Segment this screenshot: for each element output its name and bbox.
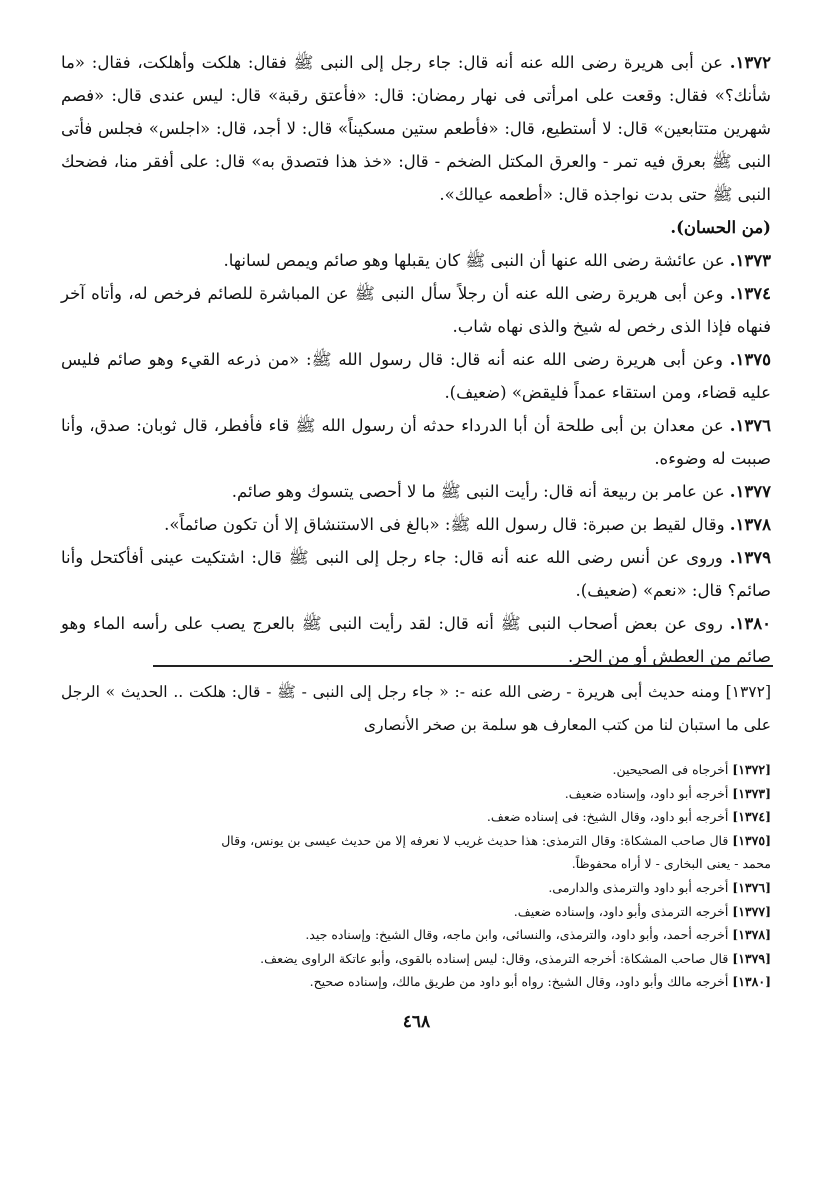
hadith-number: ١٣٧٧. [729,482,771,501]
hadith-text: وعن أبى هريرة رضى الله عنه أنه قال: قال رسول الله ﷺ: «من ذرعه القيء وهو صائم فليس عليه قضاء، ومن استقاء عمداً فليقض» (ضعيف). [61,350,771,402]
reference-number: [١٣٧٤] [732,809,771,825]
hadith-body [61,46,771,673]
footnote-divider [153,665,773,667]
reference-item [59,923,771,947]
reference-text: أخرجه مالك وأبو داود، وقال الشيخ: رواه أبو داود من طريق مالك، وإسناده صحيح. [309,974,729,990]
reference-text: أخرجه الترمذى وأبو داود، وإسناده ضعيف. [513,903,729,919]
hadith-number: ١٣٧٥. [729,350,771,369]
reference-text: أخرجه أبو داود، وإسناده ضعيف. [564,785,729,801]
reference-item [59,852,771,876]
hadith-number: ١٣٧٤. [729,284,772,303]
hadith-number: ١٣٧٣. [729,251,771,270]
hadith-paragraph [61,607,771,673]
hadith-paragraph [61,508,771,541]
reference-item [59,758,771,782]
reference-list [59,758,771,994]
hadith-number: ١٣٧٨. [729,515,771,534]
reference-number: [١٣٧٥] [732,832,771,848]
hadith-paragraph [61,475,771,508]
reference-text: قال صاحب المشكاة: وقال الترمذى: هذا حديث غريب لا نعرفه إلا من حديث عيسى بن يونس، وقال [221,832,729,848]
hadith-paragraph [61,277,771,343]
reference-text: أخرجه أبو داود والترمذى والدارمى. [548,879,729,895]
hadith-text: عن عائشة رضى الله عنها أن النبى ﷺ كان يقبلها وهو صائم ويمص لسانها. [223,251,725,270]
reference-number: [١٣٧٢] [732,762,771,777]
reference-item [59,782,771,806]
hadith-text: عن معدان بن أبى طلحة أن أبا الدرداء حدثه أن رسول الله ﷺ قاء فأفطر، قال ثوبان: صدق، وأنا صببت له وضوءه. [61,416,771,468]
hadith-number: ١٣٧٦. [729,416,771,435]
reference-item [59,876,771,900]
hadith-paragraph [61,409,771,475]
source-note: (من الحسان). [670,218,771,237]
reference-number: [١٣٧٣] [732,785,771,801]
reference-text: أخرجاه فى الصحيحين. [612,762,729,777]
reference-number: [١٣٧٦] [732,879,771,895]
hadith-text: عن أبى هريرة رضى الله عنه أنه قال: جاء رجل إلى النبى ﷺ فقال: هلكت وأهلكت، فقال: «ما شأنك؟» فقال: وقعت على امرأتى فى نهار رمضان: قال: «فأعتق رقبة» قال: ليس عندى قال: «فصم شهرين متتابعين» قال: لا أستطيع، قال: «فأطعم ستين مسكيناً» قال: لا أجد، قال: «اجلس» فجلس فأتى النبى ﷺ بعرق فيه تمر - والعرق المكتل الضخم - قال: «خذ هذا فتصدق به» قال: على أفقر منا، فضحك النبى ﷺ حتى بدت نواجذه قال: «أطعمه عيالك». [61,53,771,204]
reference-item [59,970,771,994]
hadith-number: ١٣٧٩. [729,548,771,567]
reference-number: [١٣٧٧] [732,903,771,919]
hadith-number: ١٣٨٠. [729,614,771,633]
hadith-number: ١٣٧٢. [729,53,771,72]
reference-item [59,805,771,829]
reference-number: [١٣٨٠] [732,974,771,990]
reference-item [59,947,771,971]
hadith-text: وعن أبى هريرة رضى الله عنه أن رجلاً سأل النبى ﷺ عن المباشرة للصائم فرخص له، وأتاه آخر فنهاه فإذا الذى رخص له شيخ والذى نهاه شاب. [61,284,771,336]
reference-text: أخرجه أحمد، وأبو داود، والترمذى، والنسائى، وابن ماجه، وقال الشيخ: وإسناده جيد. [305,927,729,943]
footnote-commentary [61,676,771,742]
reference-item [59,829,771,853]
hadith-text: وقال لقيط بن صبرة: قال رسول الله ﷺ: «بالغ فى الاستنشاق إلا أن تكون صائماً». [164,515,725,534]
reference-text: أخرجه أبو داود، وقال الشيخ: فى إسناده ضعف. [486,809,729,825]
hadith-paragraph [61,343,771,409]
reference-text: قال صاحب المشكاة: أخرجه الترمذى، وقال: ليس إسناده بالقوى، وأبو عاتكة الراوى يضعف. [260,950,729,966]
page-number: ٤٦٨ [402,1012,431,1032]
hadith-text: عن عامر بن ربيعة أنه قال: رأيت النبى ﷺ ما لا أحصى يتسوك وهو صائم. [231,482,725,501]
hadith-text: روى عن بعض أصحاب النبى ﷺ أنه قال: لقد رأيت النبى ﷺ بالعرج يصب على رأسه الماء وهو صائم من العطش أو من الحر. [61,614,771,666]
hadith-text: وروى عن أنس رضى الله عنه أنه قال: جاء رجل إلى النبى ﷺ قال: اشتكيت عينى أفأكتحل وأنا صائم؟ قال: «نعم» (ضعيف). [61,548,771,600]
reference-number: [١٣٧٩] [732,950,771,966]
hadith-paragraph [61,541,771,607]
hadith-paragraph [61,244,771,277]
reference-number: [١٣٧٨] [732,927,771,943]
reference-text: محمد - يعنى البخارى - لا أراه محفوظاً. [571,856,771,872]
footnote-main-text: [١٣٧٢] ومنه حديث أبى هريرة - رضى الله عنه -: « جاء رجل إلى النبى - ﷺ - قال: هلكت .. الحديث » الرجل على ما استبان لنا من كتب المعارف هو سلمة بن صخر الأنصارى [61,683,771,734]
reference-item [59,900,771,924]
hadith-paragraph [61,46,771,211]
